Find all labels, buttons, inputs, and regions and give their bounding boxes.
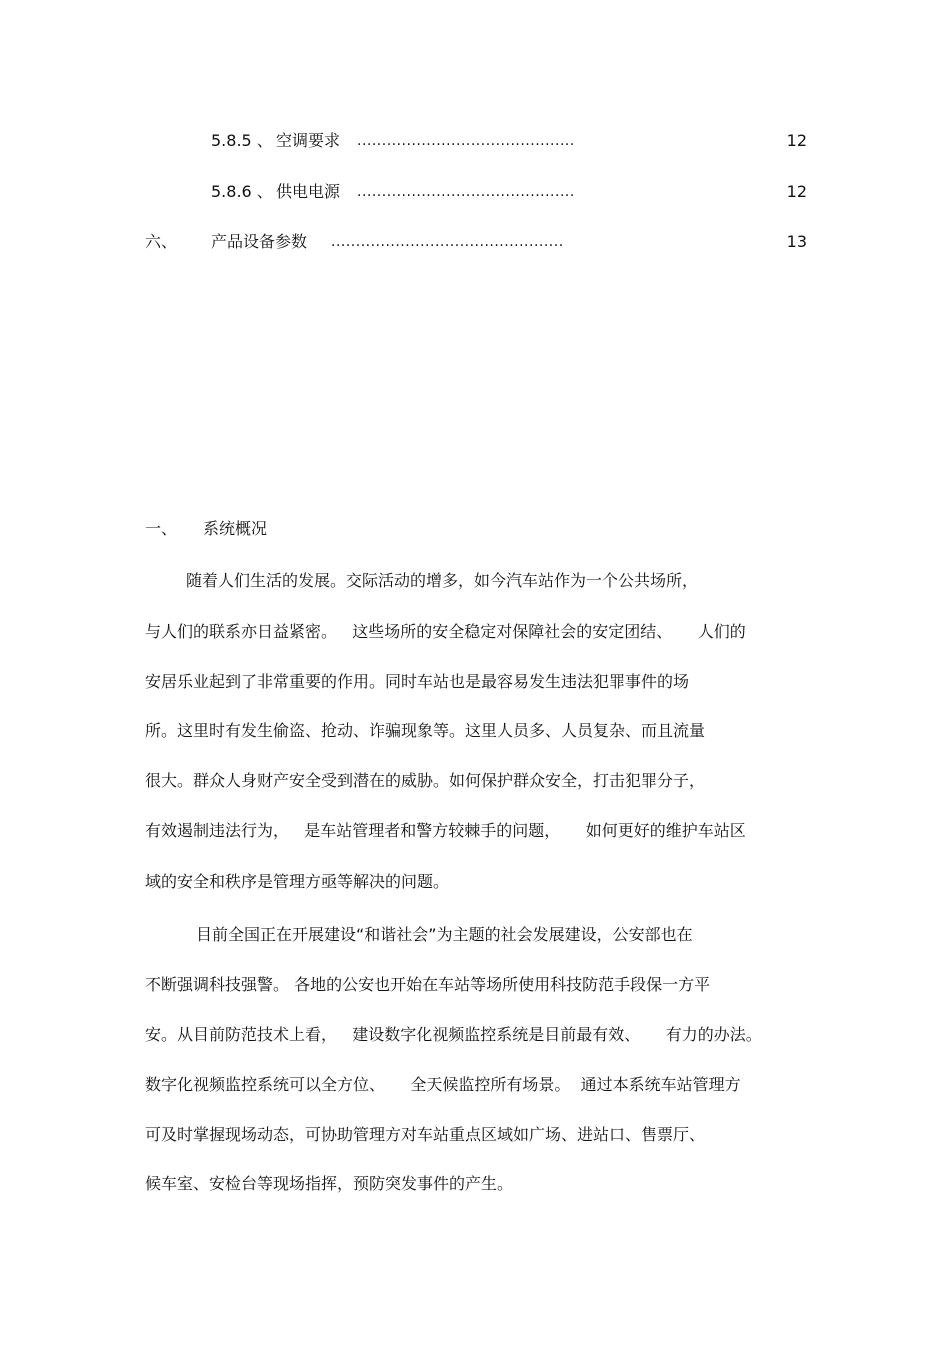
paragraph-line: 所。这里时有发生偷盗、抢动、诈骗现象等。这里人员多、人员复杂、而且流量 <box>145 721 706 740</box>
paragraph-line: 安居乐业起到了非常重要的作用。同时车站也是最容易发生违法犯罪事件的场 <box>145 672 690 691</box>
paragraph-line: 安。从目前防范技术上看， 建设数字化视频监控系统是目前最有效、 有力的办法。 <box>145 1025 762 1044</box>
toc-leader-dots: ............................................ <box>357 133 575 149</box>
section-number: 一、 <box>145 519 178 538</box>
section-title: 系统概况 <box>203 519 268 538</box>
toc-entry-title: 产品设备参数 <box>211 232 308 251</box>
paragraph-line: 目前全国正在开展建设“和谐社会”为主题的社会发展建设，公安部也在 <box>196 925 693 944</box>
section-heading <box>0 517 950 541</box>
paragraph-line: 数字化视频监控系统可以全方位、 全天候监控所有场景。 通过本系统车站管理方 <box>145 1075 741 1094</box>
paragraph-line: 随着人们生活的发展。交际活动的增多，如今汽车站作为一个公共场所， <box>186 571 699 590</box>
paragraph-line: 有效遏制违法行为， 是车站管理者和警方较棘手的问题， 如何更好的维护车站区 <box>145 821 746 840</box>
toc-entry[interactable] <box>0 230 950 254</box>
toc-leader-dots: ............................................ <box>357 184 575 200</box>
paragraph-line: 与人们的联系亦日益紧密。 这些场所的安全稳定对保障社会的安定团结、 人们的 <box>145 622 746 641</box>
paragraph-line: 候车室、安检台等现场指挥，预防突发事件的产生。 <box>145 1174 514 1193</box>
toc-entry-page: 13 <box>786 232 807 251</box>
paragraph-line: 可及时掌握现场动态，可协助管理方对车站重点区域如广场、进站口、售票厅、 <box>145 1125 706 1144</box>
toc-entry-number: 5.8.6 、 <box>211 182 273 201</box>
toc-entry-page: 12 <box>786 182 807 201</box>
toc-entry-number: 5.8.5 、 <box>211 131 273 150</box>
toc-entry[interactable] <box>0 129 950 153</box>
paragraph-line: 域的安全和秩序是管理方亟等解决的问题。 <box>145 872 450 891</box>
toc-leader-dots: ............................................... <box>331 234 564 250</box>
toc-entry-number: 六、 <box>145 232 178 251</box>
toc-entry[interactable] <box>0 180 950 204</box>
toc-entry-title: 空调要求 <box>276 131 341 150</box>
toc-entry-title: 供电电源 <box>276 182 341 201</box>
paragraph-line: 很大。群众人身财产安全受到潜在的威胁。如何保护群众安全，打击犯罪分子， <box>145 771 706 790</box>
toc-entry-page: 12 <box>786 131 807 150</box>
paragraph-line: 不断强调科技强警。 各地的公安也开始在车站等场所使用科技防范手段保一方平 <box>145 975 711 994</box>
